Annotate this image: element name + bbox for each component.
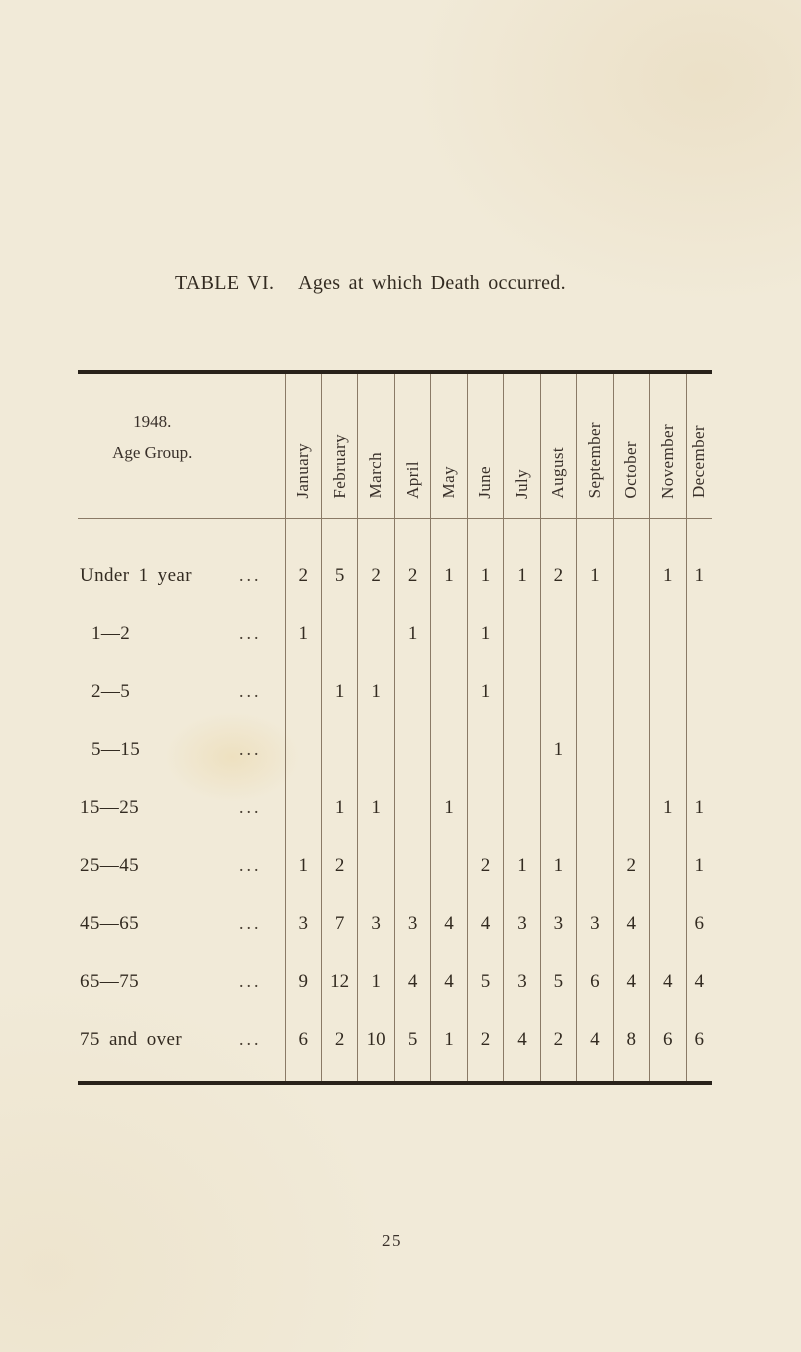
leader-dots: ... xyxy=(239,970,262,991)
age-group-label-cell xyxy=(78,663,285,721)
leader-dots: ... xyxy=(239,680,262,701)
table-row xyxy=(78,721,712,779)
month-header-june xyxy=(467,372,503,518)
death-count-cell: 1 xyxy=(394,605,430,663)
month-header-march xyxy=(358,372,394,518)
death-count-cell: 1 xyxy=(358,953,394,1011)
death-count-cell: 1 xyxy=(358,779,394,837)
month-label: July xyxy=(511,468,531,499)
death-count-cell: 1 xyxy=(285,837,321,895)
death-count-cell xyxy=(613,663,649,721)
page-number: 25 xyxy=(382,1231,402,1250)
month-header-may xyxy=(431,372,467,518)
death-count-cell: 6 xyxy=(686,895,712,953)
table-row xyxy=(78,1011,712,1083)
leader-dots: ... xyxy=(239,564,262,585)
death-count-cell: 1 xyxy=(577,518,613,605)
age-group-label-cell xyxy=(78,518,285,605)
death-count-cell xyxy=(504,779,540,837)
death-count-cell xyxy=(540,663,576,721)
death-count-cell xyxy=(431,721,467,779)
death-count-cell xyxy=(577,779,613,837)
month-label: February xyxy=(329,433,349,499)
month-label: November xyxy=(657,423,677,499)
death-count-cell: 1 xyxy=(358,663,394,721)
death-count-cell xyxy=(540,605,576,663)
table-row xyxy=(78,663,712,721)
age-group-label: 2—5 xyxy=(91,680,131,702)
death-count-cell xyxy=(686,663,712,721)
leader-dots: ... xyxy=(239,1028,262,1049)
death-count-cell: 2 xyxy=(613,837,649,895)
death-count-cell xyxy=(577,605,613,663)
death-count-cell: 10 xyxy=(358,1011,394,1083)
age-group-label-cell xyxy=(78,721,285,779)
death-count-cell xyxy=(650,663,686,721)
death-count-cell: 4 xyxy=(504,1011,540,1083)
table-row xyxy=(78,779,712,837)
death-count-cell: 3 xyxy=(358,895,394,953)
age-group-label-cell xyxy=(78,953,285,1011)
death-count-cell xyxy=(321,605,357,663)
death-count-cell: 6 xyxy=(285,1011,321,1083)
month-label: December xyxy=(689,425,709,499)
death-count-cell xyxy=(650,605,686,663)
death-count-cell: 2 xyxy=(540,518,576,605)
month-label: August xyxy=(548,446,568,499)
death-count-cell: 1 xyxy=(686,837,712,895)
death-count-cell: 1 xyxy=(285,605,321,663)
death-count-cell: 2 xyxy=(540,1011,576,1083)
death-count-cell xyxy=(650,721,686,779)
death-count-cell: 6 xyxy=(577,953,613,1011)
death-count-cell xyxy=(431,663,467,721)
month-header-september xyxy=(577,372,613,518)
age-group-label: 25—45 xyxy=(80,854,139,876)
death-count-cell: 3 xyxy=(540,895,576,953)
age-group-label: 15—25 xyxy=(80,796,139,818)
death-count-cell: 6 xyxy=(686,1011,712,1083)
death-count-cell: 4 xyxy=(431,895,467,953)
death-count-cell xyxy=(358,837,394,895)
table-row xyxy=(78,518,712,605)
death-count-cell xyxy=(431,837,467,895)
death-count-cell: 1 xyxy=(686,518,712,605)
death-count-cell: 1 xyxy=(431,1011,467,1083)
death-count-cell: 2 xyxy=(394,518,430,605)
death-count-cell xyxy=(467,779,503,837)
death-count-cell: 4 xyxy=(686,953,712,1011)
death-count-cell: 1 xyxy=(467,518,503,605)
death-count-cell: 1 xyxy=(321,663,357,721)
death-count-cell: 12 xyxy=(321,953,357,1011)
age-group-label-cell xyxy=(78,1011,285,1083)
death-count-cell xyxy=(467,721,503,779)
death-count-cell xyxy=(613,605,649,663)
death-count-cell: 1 xyxy=(650,779,686,837)
table-row xyxy=(78,605,712,663)
header-row xyxy=(78,372,712,518)
corner-age-group: Age Group. xyxy=(112,442,193,462)
death-count-cell xyxy=(504,663,540,721)
leader-dots: ... xyxy=(239,912,262,933)
death-count-cell xyxy=(285,779,321,837)
death-count-cell xyxy=(285,721,321,779)
death-count-cell: 1 xyxy=(686,779,712,837)
death-count-cell xyxy=(431,605,467,663)
death-count-cell: 9 xyxy=(285,953,321,1011)
month-header-november xyxy=(650,372,686,518)
table-body xyxy=(78,518,712,1083)
age-group-label-cell xyxy=(78,779,285,837)
death-count-cell: 4 xyxy=(394,953,430,1011)
death-count-cell: 1 xyxy=(504,837,540,895)
month-header-july xyxy=(504,372,540,518)
death-count-cell: 1 xyxy=(467,663,503,721)
death-count-cell: 4 xyxy=(467,895,503,953)
death-count-cell xyxy=(358,605,394,663)
death-count-cell xyxy=(358,721,394,779)
month-label: March xyxy=(366,452,386,499)
death-count-cell: 8 xyxy=(613,1011,649,1083)
death-count-cell: 4 xyxy=(613,895,649,953)
age-group-label-cell xyxy=(78,837,285,895)
death-count-cell: 1 xyxy=(650,518,686,605)
death-count-cell: 1 xyxy=(431,518,467,605)
death-count-cell: 2 xyxy=(321,837,357,895)
death-count-cell: 3 xyxy=(285,895,321,953)
death-count-cell: 2 xyxy=(467,1011,503,1083)
death-count-cell: 4 xyxy=(577,1011,613,1083)
death-count-cell: 3 xyxy=(504,953,540,1011)
death-count-cell: 7 xyxy=(321,895,357,953)
death-count-cell xyxy=(613,779,649,837)
death-count-cell xyxy=(394,837,430,895)
death-count-cell xyxy=(577,663,613,721)
death-count-cell: 3 xyxy=(577,895,613,953)
corner-year: 1948. xyxy=(133,411,172,431)
death-count-cell xyxy=(394,663,430,721)
month-header-october xyxy=(613,372,649,518)
ages-at-death-table xyxy=(78,370,712,1085)
death-count-cell xyxy=(650,895,686,953)
death-count-cell: 1 xyxy=(431,779,467,837)
death-count-cell: 1 xyxy=(467,605,503,663)
death-count-cell xyxy=(577,721,613,779)
table-row xyxy=(78,837,712,895)
age-group-label: 75 and over xyxy=(80,1028,183,1050)
death-count-cell: 1 xyxy=(540,721,576,779)
month-header-april xyxy=(394,372,430,518)
death-count-cell xyxy=(321,721,357,779)
death-count-cell xyxy=(686,721,712,779)
death-count-cell xyxy=(540,779,576,837)
death-count-cell: 2 xyxy=(467,837,503,895)
leader-dots: ... xyxy=(239,622,262,643)
leader-dots: ... xyxy=(239,854,262,875)
death-count-cell: 2 xyxy=(358,518,394,605)
month-header-august xyxy=(540,372,576,518)
death-count-cell: 1 xyxy=(540,837,576,895)
month-label: May xyxy=(439,466,459,499)
age-group-label: 5—15 xyxy=(91,738,141,760)
corner-header-cell xyxy=(78,372,285,518)
death-count-cell: 5 xyxy=(321,518,357,605)
month-header-december xyxy=(686,372,712,518)
death-count-cell xyxy=(613,518,649,605)
table-header xyxy=(78,372,712,518)
age-group-label: 1—2 xyxy=(91,622,131,644)
death-count-cell: 1 xyxy=(321,779,357,837)
age-group-label: 45—65 xyxy=(80,912,139,934)
death-count-cell xyxy=(394,721,430,779)
month-label: April xyxy=(402,460,422,499)
page-title: TABLE VI. Ages at which Death occurred. xyxy=(175,272,566,294)
month-label: January xyxy=(293,442,313,499)
death-count-cell xyxy=(394,779,430,837)
death-count-cell xyxy=(686,605,712,663)
month-label: September xyxy=(584,422,604,499)
death-count-cell: 3 xyxy=(394,895,430,953)
death-count-cell: 5 xyxy=(394,1011,430,1083)
month-label: June xyxy=(475,465,495,499)
age-group-label: Under 1 year xyxy=(80,564,192,586)
death-count-cell xyxy=(577,837,613,895)
age-group-label-cell xyxy=(78,895,285,953)
death-count-cell xyxy=(504,605,540,663)
death-count-cell: 2 xyxy=(321,1011,357,1083)
month-header-january xyxy=(285,372,321,518)
month-header-february xyxy=(321,372,357,518)
death-count-cell: 3 xyxy=(504,895,540,953)
age-group-label: 65—75 xyxy=(80,970,139,992)
death-count-cell: 6 xyxy=(650,1011,686,1083)
death-count-cell: 5 xyxy=(540,953,576,1011)
death-count-cell: 2 xyxy=(285,518,321,605)
death-count-cell: 4 xyxy=(613,953,649,1011)
death-count-cell xyxy=(285,663,321,721)
death-count-cell xyxy=(613,721,649,779)
death-count-cell: 4 xyxy=(650,953,686,1011)
age-group-label-cell xyxy=(78,605,285,663)
death-count-cell: 5 xyxy=(467,953,503,1011)
death-count-cell: 1 xyxy=(504,518,540,605)
death-count-cell xyxy=(650,837,686,895)
table-row xyxy=(78,895,712,953)
month-label: October xyxy=(621,440,641,499)
leader-dots: ... xyxy=(239,796,262,817)
death-count-cell: 4 xyxy=(431,953,467,1011)
death-count-cell xyxy=(504,721,540,779)
leader-dots: ... xyxy=(239,738,262,759)
table-row xyxy=(78,953,712,1011)
